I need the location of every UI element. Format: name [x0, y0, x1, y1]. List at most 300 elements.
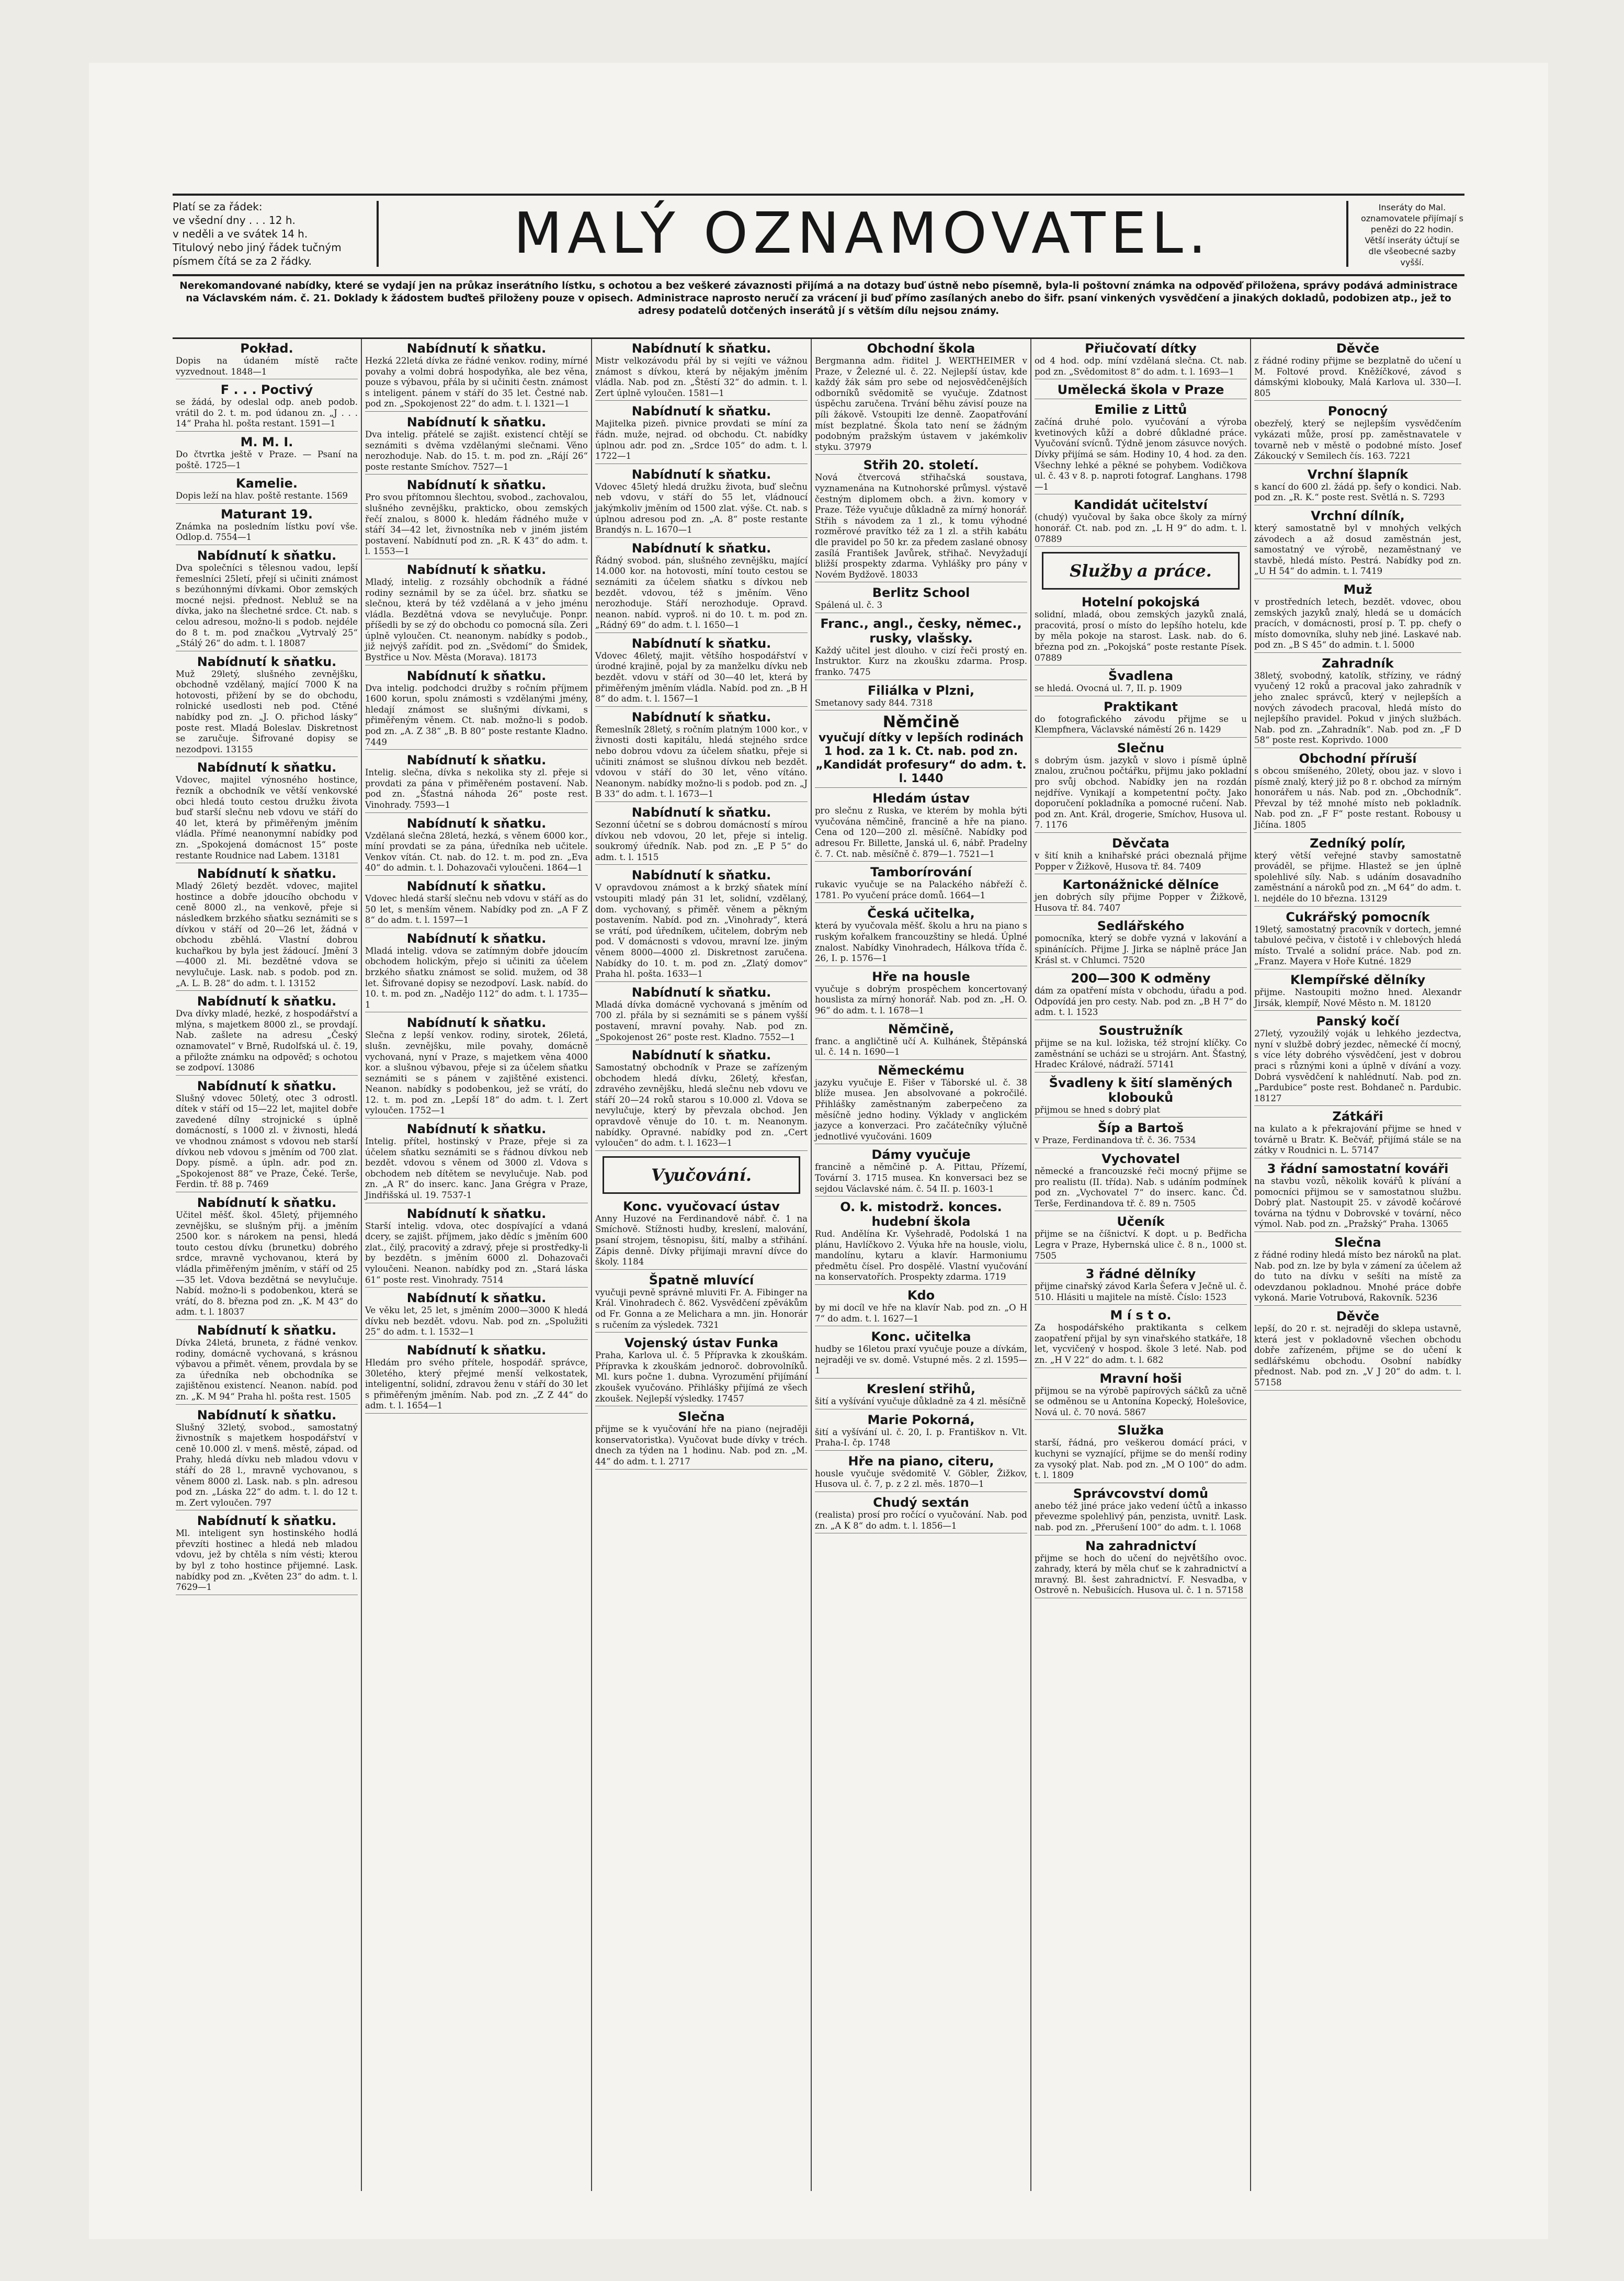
classified-ad: [1254, 404, 1461, 464]
ad-body: Mistr velkozávodu přál by si vejíti ve vážnou známost s dívkou, která by nějakým jměním vládla. Nab. pod zn. „Štěstí 32“ do admin. t. l. Zert úplně vyloučen. 1581—1: [595, 356, 808, 398]
ad-title: Cukrářský pomocník: [1286, 909, 1430, 924]
ad-title: Nabídnutí k sňatku.: [406, 753, 547, 768]
ad-body: v Praze, Ferdinandova tř. č. 36. 7534: [1035, 1135, 1196, 1146]
classified-ad: [1254, 1109, 1461, 1158]
ad-body: 27letý, vyzoužilý voják u lehkého jezdectva, nyní v službě dobrý jezdec, německé čí mocný, s více léty dobrého výsvědčení, jest v dobrou praci s různými koni a úplně v dívání a vozy. Dobrá vysvědčení k nahlédnutí. Nab. pod zn. „Pardubice“ poste rest. Bohdaneč n. Pardubic. 18127: [1254, 1029, 1461, 1103]
classified-ad: [1035, 1371, 1247, 1420]
ad-body: Slušný vdovec 50letý, otec 3 odrostl. dítek v stáří od 15—22 let, majitel dobře zavedené dílny strojnické s úplně domácností, s 1000 zl. v živnosti, hledá ve vhodnou známost s vdovou neb starší dívkou neb vdovou s jměním od 700 zlat. Dopy. písmě. a úpln. adr. pod zn. „Spokojenost 88“ ve Praze, Čeké. Terše, Ferdin. tř. 88 p. 7469: [176, 1093, 358, 1190]
ad-title: Střih 20. století.: [863, 458, 979, 473]
ad-title: Nabídnutí k sňatku.: [631, 868, 771, 883]
ad-body: Bergmanna adm. řiditel J. WERTHEIMER v Praze, v Železné ul. č. 22. Nejlepší ústav, kde každý žák sám pro sebe od nejosvědčenějších odborníků svědomitě se vyučuje. Zdatnost úspěchu zaručena. Trvání běhu závisí pouze na píli žákově. Vstoupiti lze denně. Zaopatřování míst bezplatné. Škola tato není se žádným podobným pražským ústavem v jakémkoliv styku. 37979: [815, 356, 1027, 452]
section-heading-box: Vyučování.: [603, 1156, 800, 1194]
ad-body: přijmou se hned s dobrý plat: [1035, 1104, 1161, 1115]
ad-title: Na zahradnictví: [1085, 1538, 1196, 1553]
ad-title: Nabídnutí k sňatku.: [406, 1015, 547, 1031]
classified-ad: [1035, 498, 1247, 547]
classified-ad: [815, 791, 1027, 862]
ad-body: s obcou smíšeného, 20letý, obou jaz. v slovo i písmě znalý, který již po 8 r. obchod za mírným honorářem u nás. Nab. pod zn. „Obchodník“. Převzal by též mnohé místo neb pokladník. Nab. pod zn. „F F“ poste restant. Robousy u Jičína. 1805: [1254, 766, 1461, 830]
ad-title: Nabídnutí k sňatku.: [406, 414, 547, 430]
section-header: [173, 194, 1464, 276]
classified-ad: [595, 467, 808, 538]
ad-body: Mladý 26letý bezdět. vdovec, majitel hostince a dobře jdoucího obchodu v ceně 8000 zl., na venkově, přeje si následkem brzkého sňatku seznámiti se s dívkou v stáří od 20—26 let, žádná v obchodu zběhlá. Vlastní dobrou kuchařkou by byla jest žádoucí. Jmění 3—4000 zl. Mi. bezdětné vdova se nevylučuje. Lask. nab. s podob. pod zn. „A. L. B. 28“ do adm. t. l. 13152: [176, 881, 358, 988]
ad-body: pomocníka, který se dobře vyzná v lakování a spinánících. Přijme J. Jirka se náplně práce Jan Krásl st. v Chlumci. 7520: [1035, 933, 1247, 965]
ad-body: anebo též jiné práce jako vedení účtů a inkasso převezme spolehlivý pán, penzista, uvnitř. Lask. nab. pod zn. „Přerušení 100“ do adm. t. l. 1068: [1035, 1500, 1247, 1532]
ad-body: Samostatný obchodník v Praze se zařízeným obchodem hledá dívku, 26letý, křesťan, zdravého zevnějšku, hledá slečnu neb vdovu ve stáří 20—24 roků starou s 10.000 zl. Vdova se nevylučuje, který by převzala obchod. Jen opravdově věnuje do 10. t. m. Neanonym. nabídky. Opravné. nabídky pod zn. „Cert vyloučen“ do adm. t. l. 1623—1: [595, 1063, 808, 1148]
ad-body: s kancí do 600 zl. žádá pp. šefy o kondici. Nab. pod zn. „R. K.“ poste rest. Světlá n. S. 7293: [1254, 481, 1461, 503]
classified-ad: [815, 1200, 1027, 1285]
ad-title: Nabídnutí k sňatku.: [406, 341, 547, 356]
ad-body: Smetanovy sady 844. 7318: [815, 697, 933, 708]
ad-title: Soustružník: [1098, 1023, 1183, 1038]
classified-ad: [1254, 1235, 1461, 1306]
column-4: [811, 339, 1030, 2191]
ad-title: Vrchní šlapník: [1307, 467, 1409, 482]
ad-body: Ml. inteligent syn hostinského hodlá převzíti hostinec a hledá neb mladou vdovu, jež by chtěla s ním vésti; kterou by byl z toho hostince přijemné. Lask. nabídky pod zn. „Květen 23“ do adm. t. l. 7629—1: [176, 1528, 358, 1593]
ad-body: Vdovec, majitel výnosného hostince, řezník a obchodník ve větší venkovské obci hledá touto cestou družku života buď starší slečnu neb vdovu ve stáří do 40 let, která by přiměřeným jměním vládla. Přímé neanonymní nabídky pod zn. „Spokojená domácnost 15“ poste restante Roudnice nad Labem. 13181: [176, 775, 358, 861]
classified-ad: [365, 1206, 588, 1288]
classified-ad: [595, 404, 808, 464]
classified-ad: [1254, 1161, 1461, 1232]
ad-title: Kandidát učitelství: [1074, 498, 1208, 513]
classified-ad: [815, 1413, 1027, 1451]
ad-title: Zedníký polír,: [1310, 835, 1406, 851]
classified-ad: [1035, 1267, 1247, 1305]
ad-body: Pro svou přítomnou šlechtou, svobod., zachovalou, slušného zevnějšku, prakticko, obou zemských řečí znalou, s 8000 k. hledám řádného muže v stáří 34—42 let, živnostníka neb v jiném jistém postavení. Nabídnutí pod zn. „R. K 43“ do adm. t. l. 1553—1: [365, 492, 588, 557]
ad-title: Hledám ústav: [872, 791, 970, 806]
column-6: [1250, 339, 1464, 2191]
ad-title: Nabídnutí k sňatku.: [197, 1323, 337, 1338]
column-1: [173, 339, 361, 2191]
classified-ad: [1035, 382, 1247, 399]
classified-ad: [1035, 669, 1247, 696]
ad-body: by mi docíl ve hře na klavír Nab. pod zn. „O H 7“ do adm. t. l. 1627—1: [815, 1303, 1027, 1324]
ad-title: Nabídnutí k sňatku.: [631, 709, 771, 725]
classified-ad: [365, 816, 588, 876]
ad-title: Obchodní příruší: [1299, 751, 1417, 766]
ad-body: hudby se 16letou praxí vyučuje pouze a dívkám, nejraději ve sv. domě. Vstupné měs. 2 zl. 1595—1: [815, 1344, 1027, 1376]
ad-title: Nabídnutí k sňatku.: [406, 1122, 547, 1137]
classified-ad: [595, 1336, 808, 1406]
ad-title: Nabídnutí k sňatku.: [197, 1407, 337, 1422]
ad-body: Nová čtvercová střihačská soustava, vyznamenána na Kutnohorské průmysl. výstavě čestným diplomem obch. a živn. komory v Praze. Téže vyučuje důkladně za mírný honorář. Střih s návodem za 1 zl., k tomu výhodné rozměrové pravítko též za 1 zl. a střih kabátu dle pravidel po 50 kr. za předem zaslané obnosy zasílá František Javůrek, střihač. Nevyžadují bližší prospekty zdarma. Vyhlášky pro pány v Novém Bydžově. 18033: [815, 472, 1027, 580]
classified-ad: [1035, 699, 1247, 738]
classified-ad: [1254, 1309, 1461, 1391]
ad-body: přijme. Nastoupiti možno hned. Alexandr Jirsák, klempíř, Nové Město n. M. 18120: [1254, 987, 1461, 1008]
classified-ad: [815, 969, 1027, 1019]
ad-title: Služka: [1117, 1423, 1164, 1438]
ad-title: Nabídnutí k sňatku.: [406, 562, 547, 577]
classified-ad: [1254, 973, 1461, 1011]
ad-body: vyučuje s dobrým prospěchem koncertovaný houslista za mírný honorář. Nab. pod zn. „H. O. 96“ do adm. t. l. 1678—1: [815, 984, 1027, 1015]
classified-ad: [365, 879, 588, 928]
classified-ad: [595, 1048, 808, 1151]
ad-body: pro slečnu z Ruska, ve kterém by mohla býti vyučována němčině, francině a hře na piano. Cena od 120—200 zl. měsíčně. Nabídky pod adresou Fr. Billette, Janská ul. 6, nábř. Pradelny č. 7. Ct. nab. měsíčně č. 879—1. 7521—1: [815, 806, 1027, 859]
ad-body: Dva společníci s tělesnou vadou, lepší řemeslníci 25letí, přejí si učiniti známost s bezúhonnými dívkami. Obor zemských mocné nejsi. přednost. Nebluž se na dívka, jako na šlechetné srdce. Ct. nab. s celou adresou, možno-li s podob. nejdéle do 8 t. m. pod značkou „Vytrvalý 25“ „Stálý 26“ do adm. t. l. 18087: [176, 562, 358, 649]
classified-ad: [815, 1288, 1027, 1326]
classified-ad: [365, 341, 588, 412]
ad-title: Zátkáři: [1332, 1109, 1383, 1124]
ad-body: Každý učitel jest dlouho. v cizí řeči prostý en. Instruktor. Kurz na zkoušku zdarma. Prosp. franko. 7475: [815, 645, 1027, 677]
ad-title: Chudý sextán: [873, 1495, 969, 1510]
ad-title: Nabídnutí k sňatku.: [631, 341, 771, 356]
ad-title: Obchodní škola: [867, 341, 975, 356]
advertising-rates: Platí se za řádek: ve všední dny . . . 12 h. v neděli a ve svátek 14 h. Titulový nebo jiný řádek tučným písmem čítá se za 2 řádky.: [173, 200, 342, 267]
ad-title: Filiálka v Plzni,: [867, 683, 975, 698]
ad-title: Umělecká škola v Praze: [1057, 382, 1224, 398]
ad-body: Intelig. přítel, hostinský v Praze, přeje si za účelem sňatku seznámiti se s řádnou dívkou neb bezdět. vdovou s věnem od 3000 zl. Vdova s obchodem neb dítětem se nevylučuje. Nab. pod zn. „A R“ do inserc. kanc. Jana Grégra v Praze, Jindřišská ul. 19. 7537-1: [365, 1136, 588, 1201]
ad-body: do fotografického závodu přijme se u Klempfnera, Václavské náměstí 26 n. 1429: [1035, 714, 1247, 735]
ad-title: Emilie z Littů: [1094, 402, 1187, 417]
ad-title: Hře na housle: [872, 969, 970, 984]
classified-ad: [176, 435, 358, 473]
ad-title: Nabídnutí k sňatku.: [197, 548, 337, 563]
ad-body: Hezká 22letá dívka ze řádné venkov. rodiny, mírné povahy a volmi dobrá hospodyňka, ale bez věna, pouze s výbavou, přála by si učiniti čestn. známost s inteligent. pánem v stáří do 35 let. Čestné nab. pod zn. „Spokojenost 22“ do adm. t. l. 1321—1: [365, 356, 588, 409]
ad-body: vyučují dítky v lepších rodinách 1 hod. za 1 k. Ct. nab. pod zn. „Kandidát profesury“ do adm. t. l. 1440: [815, 731, 1027, 786]
ad-body: přijme se hoch do učení do největšího ovoc. zahrady, která by měla chuť se k zahradnictví a mravný. Bl. šest zahradnictví. F. Nesvadba, v Ostrově n. Nebušicích. Husova ul. č. 1 n. 57158: [1035, 1553, 1247, 1596]
ad-body: rukavic vyučuje se na Palackého nábřeží č. 1781. Po vyučení práce domů. 1664—1: [815, 879, 1027, 900]
ad-body: z řádné rodiny přijme se bezplatně do učení u M. Foltové provd. Kněžíčkové, závod s dámskými klobouky, Malá Karlova ul. 330—I. 805: [1254, 356, 1461, 398]
ad-body: s dobrým úsm. jazyků v slovo i písmě úplně znalou, zručnou počtářku, přijmu jako pokladní pro svůj obchod. Nabídky jen na rozdán nejdříve. Vynikají a kompetentní počty. Jako doporučení pokladníka a pomocné ručení. Nab. pod zn. Ant. Král, drogerie, Smíchov, Husova ul. 7. 1176: [1035, 755, 1247, 830]
classified-ad: [815, 714, 1027, 788]
ad-title: Nabídnutí k sňatku.: [406, 1206, 547, 1221]
ad-title: Muž: [1343, 582, 1372, 597]
ad-body: se hledá. Ovocná ul. 7, II. p. 1909: [1035, 683, 1182, 694]
classified-ad: [595, 341, 808, 401]
ad-body: Dívka 24letá, bruneta, z řádné venkov. rodiny, domácně vychovaná, s krásnou výbavou a přimět. věnem, provdala by se za úředníka neb obchodníka se zajištěnou existencí. Neanon. nabíd. pod zn. „K. M 94“ Praha hl. pošta rest. 1505: [176, 1337, 358, 1402]
column-2: [361, 339, 591, 2191]
ad-title: Hře na piano, citeru,: [848, 1453, 994, 1469]
ad-title: Nabídnutí k sňatku.: [631, 404, 771, 419]
ad-title: Kartonážnické dělníce: [1062, 877, 1219, 893]
classified-ad: [815, 1382, 1027, 1409]
ad-body: Známka na posledním lístku poví vše. Odlop.d. 7554—1: [176, 521, 358, 543]
classified-ad: [1035, 877, 1247, 916]
ad-title: Nabídnutí k sňatku.: [406, 668, 547, 683]
ad-body: šití a vyšívání ul. č. 20, I. p. Františkov n. Vlt. Praha-I. čp. 1748: [815, 1427, 1027, 1448]
ad-title: Švadlena: [1108, 669, 1174, 684]
ad-body: v prostředních letech, bezdět. vdovec, obou zemských jazyků znalý, hledá se u domácích pracích, v domácnosti, prosí p. T. pp. chefy o místo domovníka, sluhy neb jiné. Laskavé nab. pod zn. „B S 45“ do admin. t. l. 5000: [1254, 596, 1461, 650]
section-title: MALÝ OZNAMOVATEL.: [377, 201, 1348, 267]
classified-ad: [815, 616, 1027, 680]
ad-body: začíná druhé polo. vyučování a výroba kvetinových kůží a dobré důkladné práce. Vyučování svícnů. Týdně jenom zásuvce nových. Dívky přijímá se sám. Hodiny 10, 4 hod. za den. Všechny lehké a pěkné se pohybem. Vodičkova ul. č. 43 v 8. p. naproti fotograf. Langhans. 1798—1: [1035, 417, 1247, 492]
classified-ad: [815, 1329, 1027, 1379]
classified-ad: [815, 1147, 1027, 1196]
ad-body: 38letý, svobodný, katolík, stříziny, ve rádný vyučený 12 roků a pracoval jako zahradník v jeho znalec správců, který v nejlepších a nových závodech pracoval, hledá místo do nejlepšího pravidel. Pokud v jiných službách. Nab. pod zn. „Zahradník“. Nab. pod zn. „F D 58“ poste rest. Koprivdo. 1000: [1254, 670, 1461, 746]
ad-body: německé a francouzské řeči mocný přijme se pro realistu (II. třída). Nab. s udáním podmínek pod zn. „Vychovatel 7“ do inserc. kanc. Čd. Terše, Ferdinandova tř. č. 89 n. 7505: [1035, 1166, 1247, 1209]
ad-title: Vrchní dílník,: [1311, 508, 1405, 523]
ad-title: 3 řádní samostatní kováři: [1267, 1161, 1449, 1177]
classified-ad: [815, 865, 1027, 903]
classified-ad: [1254, 582, 1461, 653]
ad-body: přijme se k vyučování hře na piano (nejraději konservatoristka). Vyučovat bude dívky v tréch. dnech za týden na 1 hodinu. Nab. pod zn. „M. 44“ do adm. t. l. 2717: [595, 1424, 808, 1466]
ad-body: přijme se na číšnictví. K dopt. u p. Bedřicha Legra v Praze, Hybernská ulice č. 8 n., 1000 st. 7505: [1035, 1229, 1247, 1261]
ad-title: Marie Pokorná,: [867, 1412, 975, 1427]
ad-body: Řádný svobod. pán, slušného zevnějšku, mající 14.000 kor. na hotovosti, míní touto cestou se seznámiti za účelem sňatku s dívkou neb bezdět. vdovou, též s jměním. Věno nerozhoduje. Stáří nerozhoduje. Opravd. neanon. nabíd. vyproš. ni do 10. t. m. pod zn. „Rádný 69“ do adm. t. l. 1650—1: [595, 555, 808, 630]
ad-body: jen dobrých síly přijme Popper v Žižkově, Husova tř. 84. 7407: [1035, 892, 1247, 913]
classified-ad: [815, 458, 1027, 582]
classified-ad: [1035, 595, 1247, 665]
ad-body: Vdovec 45letý hledá družku života, buď slečnu neb vdovu, v stáří do 55 let, vládnoucí jakýmkoliv jměním od 1500 zlat. výše. Ct. nab. s úplnou adresou pod zn. „A. 8“ poste restante Brandýs n. L. 1670—1: [595, 481, 808, 535]
classified-ad: [176, 1195, 358, 1320]
ad-title: Nabídnutí k sňatku.: [197, 1514, 337, 1529]
ad-body: Mladý, intelig. z rozsáhly obchodník a řádné rodiny seznámil by se za účel. brz. sňatku se slečnou, která by též vzdělaná a v jeho jménu vládla. Bezdětná vdova se nevylučuje. Ponpr. příšedli by se zý do obchodu co pomocná síla. Zeri úplně vyloučen. Ct. neanonym. nabídky s podob., již nejvýš zařídit. pod zn. „Svědomí“ do Šmidek, Bystřice u Nov. Města (Morava). 18173: [365, 577, 588, 663]
ad-title: Nabídnutí k sňatku.: [406, 816, 547, 831]
classified-ad: [815, 585, 1027, 613]
ad-title: Nabídnutí k sňatku.: [406, 1342, 547, 1358]
ad-body: Anny Huzové na Ferdinandově nábř. č. 1 na Smíchově. Stížnosti hudby, kreslení, malování, psaní strojem, těsnopisu, šití, malby a střihání. Zápis denně. Dívky přijímaji mravní dívce do školy. 1184: [595, 1213, 808, 1267]
ad-body: (realista) prosí pro ročící o vyučování. Nab. pod zn. „A K 8“ do adm. t. l. 1856—1: [815, 1510, 1027, 1531]
ad-title: Nabídnutí k sňatku.: [197, 1195, 337, 1211]
classified-ad: [815, 683, 1027, 711]
ad-title: Nabídnutí k sňatku.: [406, 1291, 547, 1306]
ad-body: z řádné rodiny hledá místo bez nároků na plat. Nab. pod zn. lze by byla v zámení za účelem až do tuto na dívku v sešíti na místě za odevzdanou pokladnou. Mnohé práce dobře vykoná. Marie Votrubová, Rakovník. 5236: [1254, 1250, 1461, 1303]
ad-body: se žádá, by odeslal odp. aneb podob. vrátil do 2. t. m. pod údanou zn. „J . . . 14“ Praha hl. pošta restant. 1591—1: [176, 397, 358, 429]
ad-body: Za hospodářského praktikanta s celkem zaopatření přijal by syn vinařského statkáře, 18 let, vycvičený v hospod. škole 3 leté. Nab. pod zn. „H V 22“ do adm. t. l. 682: [1035, 1323, 1247, 1365]
classified-ad: [1254, 910, 1461, 969]
ad-title: Panský kočí: [1316, 1014, 1400, 1029]
ad-title: Švadleny k šití slaměných klobouků: [1049, 1075, 1233, 1105]
ad-title: Nabídnutí k sňatku.: [631, 805, 771, 820]
classified-ad: [595, 805, 808, 865]
classified-ad: [1035, 1214, 1247, 1263]
ad-body: Dva intelig. přátelé se zajišt. existencí chtějí se seznámiti s dvěma vzdělanými slečnami. Věno nerozhoduje. Nab. do 15. t. m. pod zn. „Rájí 26“ poste restante Smíchov. 7527—1: [365, 429, 588, 472]
ad-body: housle vyučuje svědomitě V. Göbler, Žižkov, Husova ul. č. 7, p. z 2 zl. měs. 1870—1: [815, 1468, 1027, 1489]
classified-ad: [1035, 402, 1247, 494]
ad-title: Maturant 19.: [220, 506, 313, 522]
ad-body: Dopis leží na hlav. poště restante. 1569: [176, 491, 348, 501]
classified-ad: [815, 341, 1027, 455]
ad-body: na kulato a k překrajování přijme se hned v továrně u Bratr. K. Bečvář, přijímá stále se na zátky v Roudnici n. L. 57147: [1254, 1124, 1461, 1156]
ad-title: Slečna: [1334, 1235, 1381, 1250]
ad-title: Šíp a Bartoš: [1097, 1121, 1184, 1136]
ad-body: Vzdělaná slečna 28letá, hezká, s věnem 6000 kor., míní provdati se za pána, úředníka neb učitele. Venkov vítán. Ct. nab. do 12. t. m. pod zn. „Eva 40“ do admin. t. l. Dohazovači vyloučeni. 1864—1: [365, 830, 588, 873]
classified-ad: [595, 710, 808, 802]
ad-body: Dva intelig. podchodci družby s ročním příjmem 1600 korun, spolu známosti s vzdělanými jmény, hledají známost se slušnými dívkami, s přiměřeným věnem. Ct. nab. možno-li s podob. pod zn. „A. Z 38“ „B. B 80“ poste restante Kladno. 7449: [365, 683, 588, 747]
ad-title: Mravní hoši: [1099, 1371, 1182, 1386]
classified-ad: [176, 1323, 358, 1405]
ad-body: jazyku vyučuje E. Fišer v Táborské ul. č. 38 blíže musea. Jen absolvované a pokročilé. Přihlášky zaměstnaným zaberpečeno za měsíčně jedno hodiny. Výklady v anglickém jazyce a konverzaci. Pro začátečníky výlučně jednotlivé vyučováni. 1609: [815, 1077, 1027, 1142]
ad-body: který větší veřejné stavby samostatně prováděl, se přijme. Hlastež se jen úplně spolehlivé síly. Nab. s udáním dosavadního zaměstnání a nároků pod zn. „M 64“ do adm. t. l. nejdéle do 10 března. 13129: [1254, 850, 1461, 904]
ad-title: Dámy vyučuje: [871, 1147, 971, 1162]
ad-title: Učeník: [1117, 1214, 1165, 1229]
ad-body: Do čtvrtka ještě v Praze. — Psaní na poště. 1725—1: [176, 449, 358, 470]
ad-body: vyučuji pevně správně mluviti Fr. A. Fibinger na Král. Vinohradech č. 862. Vysvědčení zpěvákům od Fr. Gonna a ze Melichara a mn. jin. Honorár s ručením za výsledek. 7321: [595, 1287, 808, 1330]
ad-body: Starší intelig. vdova, otec dospívající a vdaná dcery, se zajišt. příjmem, jako dědíc s jměním 600 zlat., čilý, pracovitý a zdravý, přeje si prostředky-li by bezdětn. s jměním 6000 zl. Dohazovači vyloučeni. Neanon. nabídky pod zn. „Stará láska 61“ poste rest. Vinohrady. 7514: [365, 1221, 588, 1285]
ad-title: Nabídnutí k sňatku.: [406, 878, 547, 894]
ad-title: Slečnu: [1117, 740, 1165, 755]
ad-title: O. k. mistodrž. konces. hudební škola: [840, 1200, 1002, 1229]
classified-ad: [176, 760, 358, 863]
classified-ad: [176, 382, 358, 432]
classified-ad: [1254, 509, 1461, 579]
classified-ad: [815, 906, 1027, 966]
ad-body: Učitel měšť. škol. 45letý, přijemného zevnějšku, se slušným přij. a jměním 2500 kor. s nárokem na pensi, hledá touto cestou dívku (brunetku) dobrého srdce, mravně vychovanou, která by vládla přiměřeným jměním, v stáří od 25—35 let. Vdova bezdětná se nevylučuje. Nabíd. možno-li s podobenkou, která se vrátí, do 8. března pod zn. „K. M 43“ do adm. t. l. 18037: [176, 1210, 358, 1317]
classified-ad: [365, 669, 588, 750]
classified-ad: [1035, 1423, 1247, 1483]
ad-title: 200—300 K odměny: [1071, 971, 1211, 986]
classified-ad: [815, 1022, 1027, 1060]
ad-body: Vdovec hledá starší slečnu neb vdovu v stáří as do 50 let, s menším věnem. Nabídky pod zn. „A F Z 8“ do adm. t. l. 1597—1: [365, 893, 588, 925]
classified-ad: [176, 548, 358, 651]
classified-ad: [1035, 836, 1247, 874]
ad-title: Konc. učitelka: [871, 1329, 971, 1345]
classified-ad: [365, 478, 588, 559]
ad-title: Zahradník: [1322, 656, 1394, 671]
classified-ad: [176, 654, 358, 758]
ad-title: Kamelie.: [236, 476, 298, 491]
ad-title: Nabídnutí k sňatku.: [406, 478, 547, 493]
ad-body: Praha, Karlova ul. č. 5 Přípravka k zkouškám. Přípravka k zkouškám jednoroč. dobrovolníků. Ml. kurs počne 1. dubna. Vyrozumění přijímání zkoušek vyučováno. Přihlášky přijímá ze všech zkoušek. Nejlepší výsledky. 17457: [595, 1350, 808, 1404]
ad-body: která by vyučovala měšť. školu a hru na piano s ruským kořalkem francouzštiny se hledá. Úplné znalost. Nabídky Vinohradech, Hálkova třída č. 26, I. p. 1576—1: [815, 921, 1027, 964]
ad-body: přijme cinařský závod Karla Šefera v Ječně ul. č. 510. Hlásiti u majitele na místě. Číslo: 1523: [1035, 1281, 1247, 1302]
ad-title: Vojenský ústav Funka: [624, 1336, 779, 1351]
ad-body: dám za opatření místa v obchodu, úřadu a pod. Odpovídá jen pro cesty. Nab. pod zn. „B H 7“ do adm. t. l. 1523: [1035, 986, 1247, 1018]
ad-body: Mladá dívka domácně vychovaná s jměním od 700 zl. přála by si seznámiti se s pánem vyšší postavení, mravní povahy. Nab. pod zn. „Spokojenost 26“ poste rest. Kladno. 7552—1: [595, 999, 808, 1042]
ad-title: M. M. I.: [240, 434, 293, 449]
classified-ad: [595, 541, 808, 633]
classified-ad: [815, 1063, 1027, 1145]
ad-title: Děvčata: [1112, 836, 1169, 851]
classified-ad: [176, 1408, 358, 1511]
ad-title: Praktikant: [1104, 699, 1178, 714]
ad-title: M í s t o.: [1110, 1308, 1172, 1323]
classified-ad: [1035, 741, 1247, 833]
classified-ad: [176, 507, 358, 545]
ad-title: Nabídnutí k sňatku.: [631, 540, 771, 556]
ad-body: lepší, do 20 r. st. nejraději do sklepa ustavně, která jest v pokladovně všechen obchodu dobře zařízeném, přijme se do učení k sedlářskému obchodu. Osobní nabídky přednost. Nab. pod zn. „V J 20“ do adm. t. l. 57158: [1254, 1324, 1461, 1387]
classified-ad: [1035, 1308, 1247, 1368]
ad-title: Němčině: [882, 713, 960, 732]
ad-body: Dva dívky mladé, hezké, z hospodářství a mlýna, s majetkem 8000 zl., se provdají. Nab. zašlete na adresu „Český oznamovatel“ v Brně, Rudolfská ul. č. 19, a přiložte známku na odpověď; s ochotou se zodpoví. 13086: [176, 1009, 358, 1073]
ad-title: Sedlářského: [1097, 919, 1185, 934]
classified-ad: [595, 985, 808, 1045]
ad-title: Špatně mluvící: [649, 1272, 754, 1288]
ad-title: Tamborírování: [870, 865, 972, 880]
classified-ad: [365, 1291, 588, 1340]
classified-ad: [1254, 467, 1461, 505]
classified-ad: [815, 1495, 1027, 1533]
ad-body: Ve věku let, 25 let, s jměním 2000—3000 K hledá dívku neb bezdět. vdovu. Nab. pod zn. „Spolužiti 25“ do adm. t. l. 1532—1: [365, 1305, 588, 1337]
classified-ad: [176, 476, 358, 504]
ad-title: Hotelní pokojská: [1081, 595, 1200, 610]
ad-body: Řemeslník 28letý, s ročním platným 1000 kor., v živnosti dosti kapitálu, hledá stejného srdce nebo dobrou vdovu za účelem sňatku, přeje si učiniti známost se slušnou dívkou neb bezdět. vdovou v stáří do 30 let, věno vítáno. Neanonym. nabídky možno-li s podob. pod zn. „J B 33“ do adm. t. l. 1673—1: [595, 724, 808, 799]
ad-body: Slečna z lepší venkov. rodiny, sirotek, 26letá, slušn. zevnějšku, mile povahy, domácně vychovaná, nyní v Praze, s majetkem věna 4000 kor. a slušnou výbavou, přeje si za účelem sňatku seznámiti se s pánem v zajištěné existenci. Neanon. nabídky s podobenkou, jež se vrátí, do 12. t. m. pod zn. „Lepší 18“ do adm. t. l. Zert vyloučen. 1752—1: [365, 1030, 588, 1116]
ad-title: Ponocný: [1327, 404, 1388, 419]
ad-body: 19letý, samostatný pracovník v dortech, jemné tabulové pečiva, v čistotě i v chlebových hledá místo. Trvalé a solidní práce. Nab. pod zn. „Franz. Mayera v Hoře Kutné. 1829: [1254, 924, 1461, 967]
classified-ad: [1035, 919, 1247, 968]
ad-body: V opravdovou známost a k brzký sňatek míní vstoupiti mladý pán 31 let, solidní, vzdělaný, dom. vychovaný, s přiměř. věnem a pěkným postavením. Nabíd. pod zn. „Vinohrady“, která se vrátí, pod úředníkem, učitelem, dobrým neb pod. V domácnosti s vdovou, mravní lze. jiným věnem 8000—4000 zl. Diskretnost zaručena. Nabídky do 10. t. m. pod zn. „Zlatý domov“ Praha hl. pošta. 1633—1: [595, 883, 808, 979]
ad-title: Nabídnutí k sňatku.: [197, 1078, 337, 1093]
ad-body: Mladá intelig. vdova se zatímným dobře jdoucím obchodem holickým, přejo si učiniti za účelem brzkého sňatku známost se solid. mužem, od 38 let. Šifrované dopisy se nezodpoví. Lask. nabíd. do 10. t. m. pod zn. „Nadějo 112“ do adm. t. l. 1735—1: [365, 945, 588, 1010]
classified-ad: [365, 1343, 588, 1414]
ad-body: Hledám pro svého přítele, hospodář. správce, 30letého, který přejmé menší velkostatek, inteligentní, solidní, zdravou ženu v stáří do 30 let s přiměřeným jměním. Nab. pod zn. „Z Z 44“ do adm. t. l. 1654—1: [365, 1357, 588, 1411]
classified-ad: [1254, 836, 1461, 907]
classified-ad: [365, 931, 588, 1013]
classified-ad: [1254, 341, 1461, 401]
classified-ad: [595, 1199, 808, 1270]
ad-title: Klempířské dělníky: [1290, 972, 1426, 987]
classified-ad: [365, 1122, 588, 1203]
ad-title: Kdo: [907, 1288, 935, 1303]
classified-ad: [595, 868, 808, 981]
column-3: [591, 339, 811, 2191]
ad-body: Sezonní účetní se s dobrou domácností s mírou dívkou neb vdovou, 20 let, přeje si intelig. soukromý úředník. Nab. pod zn. „E P 5“ do adm. t. l. 1515: [595, 820, 808, 862]
ad-title: Děvče: [1336, 341, 1380, 356]
ad-title: F . . . Poctivý: [220, 382, 313, 398]
ad-body: na stavbu vozů, několik kovářů k plívání a pomocníci přijmou se v samostatnou službu. Dobrý plat. Nastoupit 25. v závodě kočárové továrna na týdnu v Dobrovské v tovární, něco výmol. Nab. pod zn. „Pražský“ Praha. 13065: [1254, 1176, 1461, 1229]
classified-ad: [176, 341, 358, 379]
classified-ad: [1254, 656, 1461, 748]
classified-ad: [1035, 341, 1247, 379]
classified-ad: [595, 636, 808, 707]
ad-body: solidní, mladá, obou zemských jazyků znalá, pracovitá, prosí o místo do lepšího hotelu, kde by měla pokoje na starost. Lask. nab. do 6. března pod zn. „Pokojská“ poste restante Písek. 07889: [1035, 609, 1247, 663]
ad-body: franc. a angličtině učí A. Kulhánek, Štěpánská ul. č. 14 n. 1690—1: [815, 1036, 1027, 1057]
ad-body: Dopis na údaném místě račte vyzvednout. 1848—1: [176, 356, 358, 377]
ad-title: Nabídnutí k sňatku.: [631, 467, 771, 482]
ad-body: který samostatně byl v mnohých velkých závodech a až dosud zaměstnán jest, samostatný ve výrobě, nezaměstnaný ve stavbě, hledá místo. Pestrá. Nabídky pod zn. „U H 54“ do admin. t. l. 7419: [1254, 523, 1461, 577]
ad-title: Franc., angl., česky, němec., rusky, vlašsky.: [820, 616, 1022, 646]
ad-title: Nabídnutí k sňatku.: [631, 1048, 771, 1063]
classified-ad: [1035, 1121, 1247, 1148]
classified-ad: [1035, 1076, 1247, 1118]
ad-title: Slečna: [678, 1409, 725, 1425]
classified-ad: [595, 1409, 808, 1469]
ad-body: přijmou se na výrobě papírových sáčků za učně se odměnou se u Antonína Kopecký, Holešovice, Nová ul. č. 70 nová. 5867: [1035, 1385, 1247, 1417]
ad-title: Vychovatel: [1101, 1151, 1180, 1166]
classified-ad: [595, 1273, 808, 1333]
classified-ad: [1035, 1486, 1247, 1535]
ad-title: Nabídnutí k sňatku.: [406, 931, 547, 946]
classified-ad: [365, 562, 588, 665]
classified-ad: [1035, 1539, 1247, 1598]
ad-title: Česká učitelka,: [867, 906, 975, 921]
ad-title: Nabídnutí k sňatku.: [631, 985, 771, 1000]
ad-title: Nabídnutí k sňatku.: [197, 760, 337, 775]
classified-ad: [176, 866, 358, 991]
classified-ad: [365, 1015, 588, 1119]
classified-ad: [1035, 1151, 1247, 1211]
ad-title: Nabídnutí k sňatku.: [197, 994, 337, 1009]
ad-body: Intelig. slečna, dívka s nekolika sty zl. přeje si provdati za pána v přiměřeném postavení. Nab. pod zn. „Šťastná náhoda 26“ poste rest. Vinohrady. 7593—1: [365, 767, 588, 810]
ad-title: Berlitz School: [872, 585, 970, 601]
ad-body: Vdovec 46letý, majit. většího hospodářství v úrodné krajině, pojal by za manželku dívku neb bezdět. vdovu v stáří od 30—40 let, která by přiměřeným jměním vládla. Nabíd. pod zn. „B H 8“ do adm. t. l. 1567—1: [595, 650, 808, 704]
ad-title: Správcovství domů: [1073, 1486, 1209, 1501]
classified-ad: [176, 1514, 358, 1595]
classified-ad: [176, 994, 358, 1076]
ad-title: Němčině,: [888, 1021, 955, 1036]
ad-title: Přiučovatí dítky: [1085, 341, 1197, 356]
ad-body: Muž 29letý, slušného zevnějšku, obchodně vzdělaný, mající 7000 K na hotovosti, přižení by se do obchodu, rolnické usedlosti neb pod. Ctěné nabídky pod zn. „J. O. přichod lásky“ poste rest. Mladá Boleslav. Diskretnost se zaručuje. Šifrované dopisy se nezodpovi. 13155: [176, 669, 358, 754]
section-heading-box: Služby a práce.: [1042, 552, 1240, 590]
ad-title: Děvče: [1336, 1309, 1380, 1324]
column-5: [1030, 339, 1250, 2191]
ad-body: od 4 hod. odp. míní vzdělaná slečna. Ct. nab. pod zn. „Svědomitost 8“ do adm. t. l. 1693—1: [1035, 356, 1247, 377]
ad-title: Konc. vyučovací ústav: [623, 1199, 780, 1214]
ad-body: Rud. Andělína Kr. Vyšehradě, Podolská 1 na plánu, Havlíčkovo 2. Výuka hře na housle, violu, mandolínu, kytaru a klavír. Harmoniumu předmětu čísel. Pro dospělé. Vlastní vyučování na konservatořích. Prospekty zdarma. 1719: [815, 1229, 1027, 1282]
ad-title: Kreslení střihů,: [866, 1382, 976, 1397]
classified-ad: [815, 1454, 1027, 1492]
ad-body: Majitelka pizeň. pivnice provdati se míní za řádn. muže, nejrad. od obchodu. Ct. nabídky úplnou adr. pod zn. „Srdce 105“ do adm. t. l. 1722—1: [595, 419, 808, 461]
ad-body: francině a němčině p. A. Pittau, Přízemí, Tovární 3. 1715 musea. Kn konversaci bez se sejdou Václavské nám. č. 54 II. p. 1603-1: [815, 1162, 1027, 1194]
ad-body: Spálená ul. č. 3: [815, 600, 883, 611]
ad-title: Německému: [878, 1063, 964, 1078]
ad-title: Nabídnutí k sňatku.: [197, 866, 337, 882]
classified-ad: [1254, 1014, 1461, 1106]
ad-body: obezřelý, který se nejlepším vysvědčením vykázati může, prosí pp. zaměstnavatele v tovarně neb v městě o podobné místo. Josef Zákoucký v Semilech čís. 163. 7221: [1254, 419, 1461, 461]
classified-ad: [176, 1079, 358, 1192]
classified-ad: [365, 415, 588, 475]
classified-columns: [173, 337, 1464, 2191]
